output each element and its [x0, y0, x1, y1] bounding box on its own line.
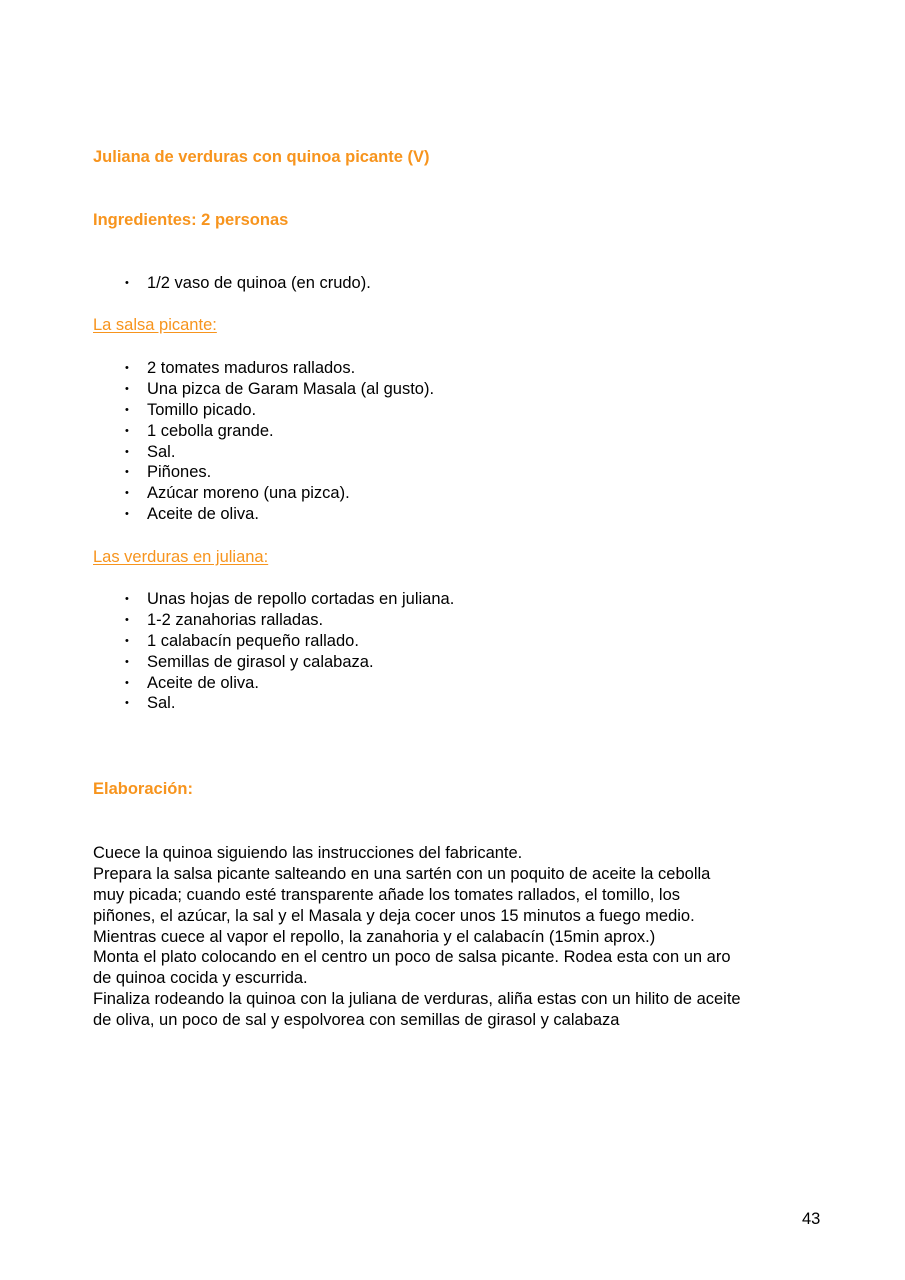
- bullet-icon: •: [125, 487, 129, 500]
- list-item: [120, 400, 434, 421]
- bullet-icon: •: [125, 634, 129, 647]
- text-line: de quinoa cocida y escurrida.: [93, 969, 308, 988]
- preparation-text: [93, 843, 741, 1031]
- list-item: [120, 273, 371, 294]
- list-item-text: Aceite de oliva.: [147, 505, 259, 524]
- text-line: Finaliza rodeando la quinoa con la juliana de verduras, aliña estas con un hilito de aceite: [93, 990, 741, 1009]
- list-item: [120, 442, 434, 463]
- list-item-text: Azúcar moreno (una pizca).: [147, 484, 350, 503]
- list-item: [120, 652, 454, 673]
- list-item: [120, 421, 434, 442]
- list-item-text: Unas hojas de repollo cortadas en juliana.: [147, 590, 455, 608]
- list-item-text: 1-2 zanahorias ralladas.: [147, 610, 324, 629]
- bullet-icon: •: [125, 655, 129, 668]
- list-item: [120, 631, 454, 652]
- list-item: [120, 693, 454, 714]
- sauce-ingredients-list: [120, 358, 434, 525]
- list-item-text: 2 tomates maduros rallados.: [147, 359, 356, 377]
- page-number: 43: [802, 1210, 821, 1228]
- text-line: muy picada; cuando esté transparente añade los tomates rallados, el tomillo, los: [93, 885, 680, 904]
- vegetables-ingredients-list: [120, 589, 454, 714]
- bullet-icon: •: [125, 676, 129, 689]
- sauce-heading: La salsa picante:: [93, 316, 217, 334]
- list-item-text: 1 calabacín pequeño rallado.: [147, 631, 359, 650]
- list-item-text: Una pizca de Garam Masala (al gusto).: [147, 379, 435, 398]
- list-item: [120, 589, 454, 610]
- bullet-icon: •: [125, 613, 129, 626]
- vegetables-heading: Las verduras en juliana:: [93, 548, 269, 566]
- bullet-icon: •: [125, 362, 129, 374]
- base-ingredients-list: [120, 273, 371, 294]
- list-item-text: Piñones.: [147, 463, 212, 482]
- list-item: [120, 358, 434, 379]
- bullet-icon: •: [125, 508, 129, 521]
- list-item-text: Aceite de oliva.: [147, 673, 259, 692]
- bullet-icon: •: [125, 445, 129, 458]
- ingredients-heading: Ingredientes: 2 personas: [93, 211, 289, 229]
- list-item-text: 1/2 vaso de quinoa (en crudo).: [147, 274, 371, 292]
- recipe-title: Juliana de verduras con quinoa picante (V): [93, 148, 430, 166]
- list-item-text: 1 cebolla grande.: [147, 421, 274, 440]
- list-item: [120, 504, 434, 525]
- bullet-icon: •: [125, 403, 129, 416]
- text-line: Prepara la salsa picante salteando en una sartén con un poquito de aceite la cebolla: [93, 864, 711, 883]
- list-item-text: Tomillo picado.: [147, 400, 257, 419]
- list-item-text: Sal.: [147, 442, 176, 461]
- list-item: [120, 379, 434, 400]
- list-item-text: Semillas de girasol y calabaza.: [147, 652, 374, 671]
- bullet-icon: •: [125, 424, 129, 437]
- text-line: Cuece la quinoa siguiendo las instrucciones del fabricante.: [93, 844, 523, 862]
- preparation-heading: Elaboración:: [93, 780, 193, 798]
- bullet-icon: •: [125, 382, 129, 395]
- text-line: piñones, el azúcar, la sal y el Masala y deja cocer unos 15 minutos a fuego medio.: [93, 906, 695, 925]
- list-item-text: Sal.: [147, 694, 176, 713]
- bullet-icon: •: [125, 593, 129, 605]
- bullet-icon: •: [125, 697, 129, 710]
- bullet-icon: •: [125, 277, 129, 289]
- list-item: [120, 483, 434, 504]
- list-item: [120, 462, 434, 483]
- bullet-icon: •: [125, 466, 129, 479]
- list-item: [120, 673, 454, 694]
- text-line: Monta el plato colocando en el centro un poco de salsa picante. Rodea esta con un aro: [93, 948, 731, 967]
- text-line: Mientras cuece al vapor el repollo, la zanahoria y el calabacín (15min aprox.): [93, 927, 656, 946]
- text-line: de oliva, un poco de sal y espolvorea con semillas de girasol y calabaza: [93, 1011, 620, 1030]
- list-item: [120, 610, 454, 631]
